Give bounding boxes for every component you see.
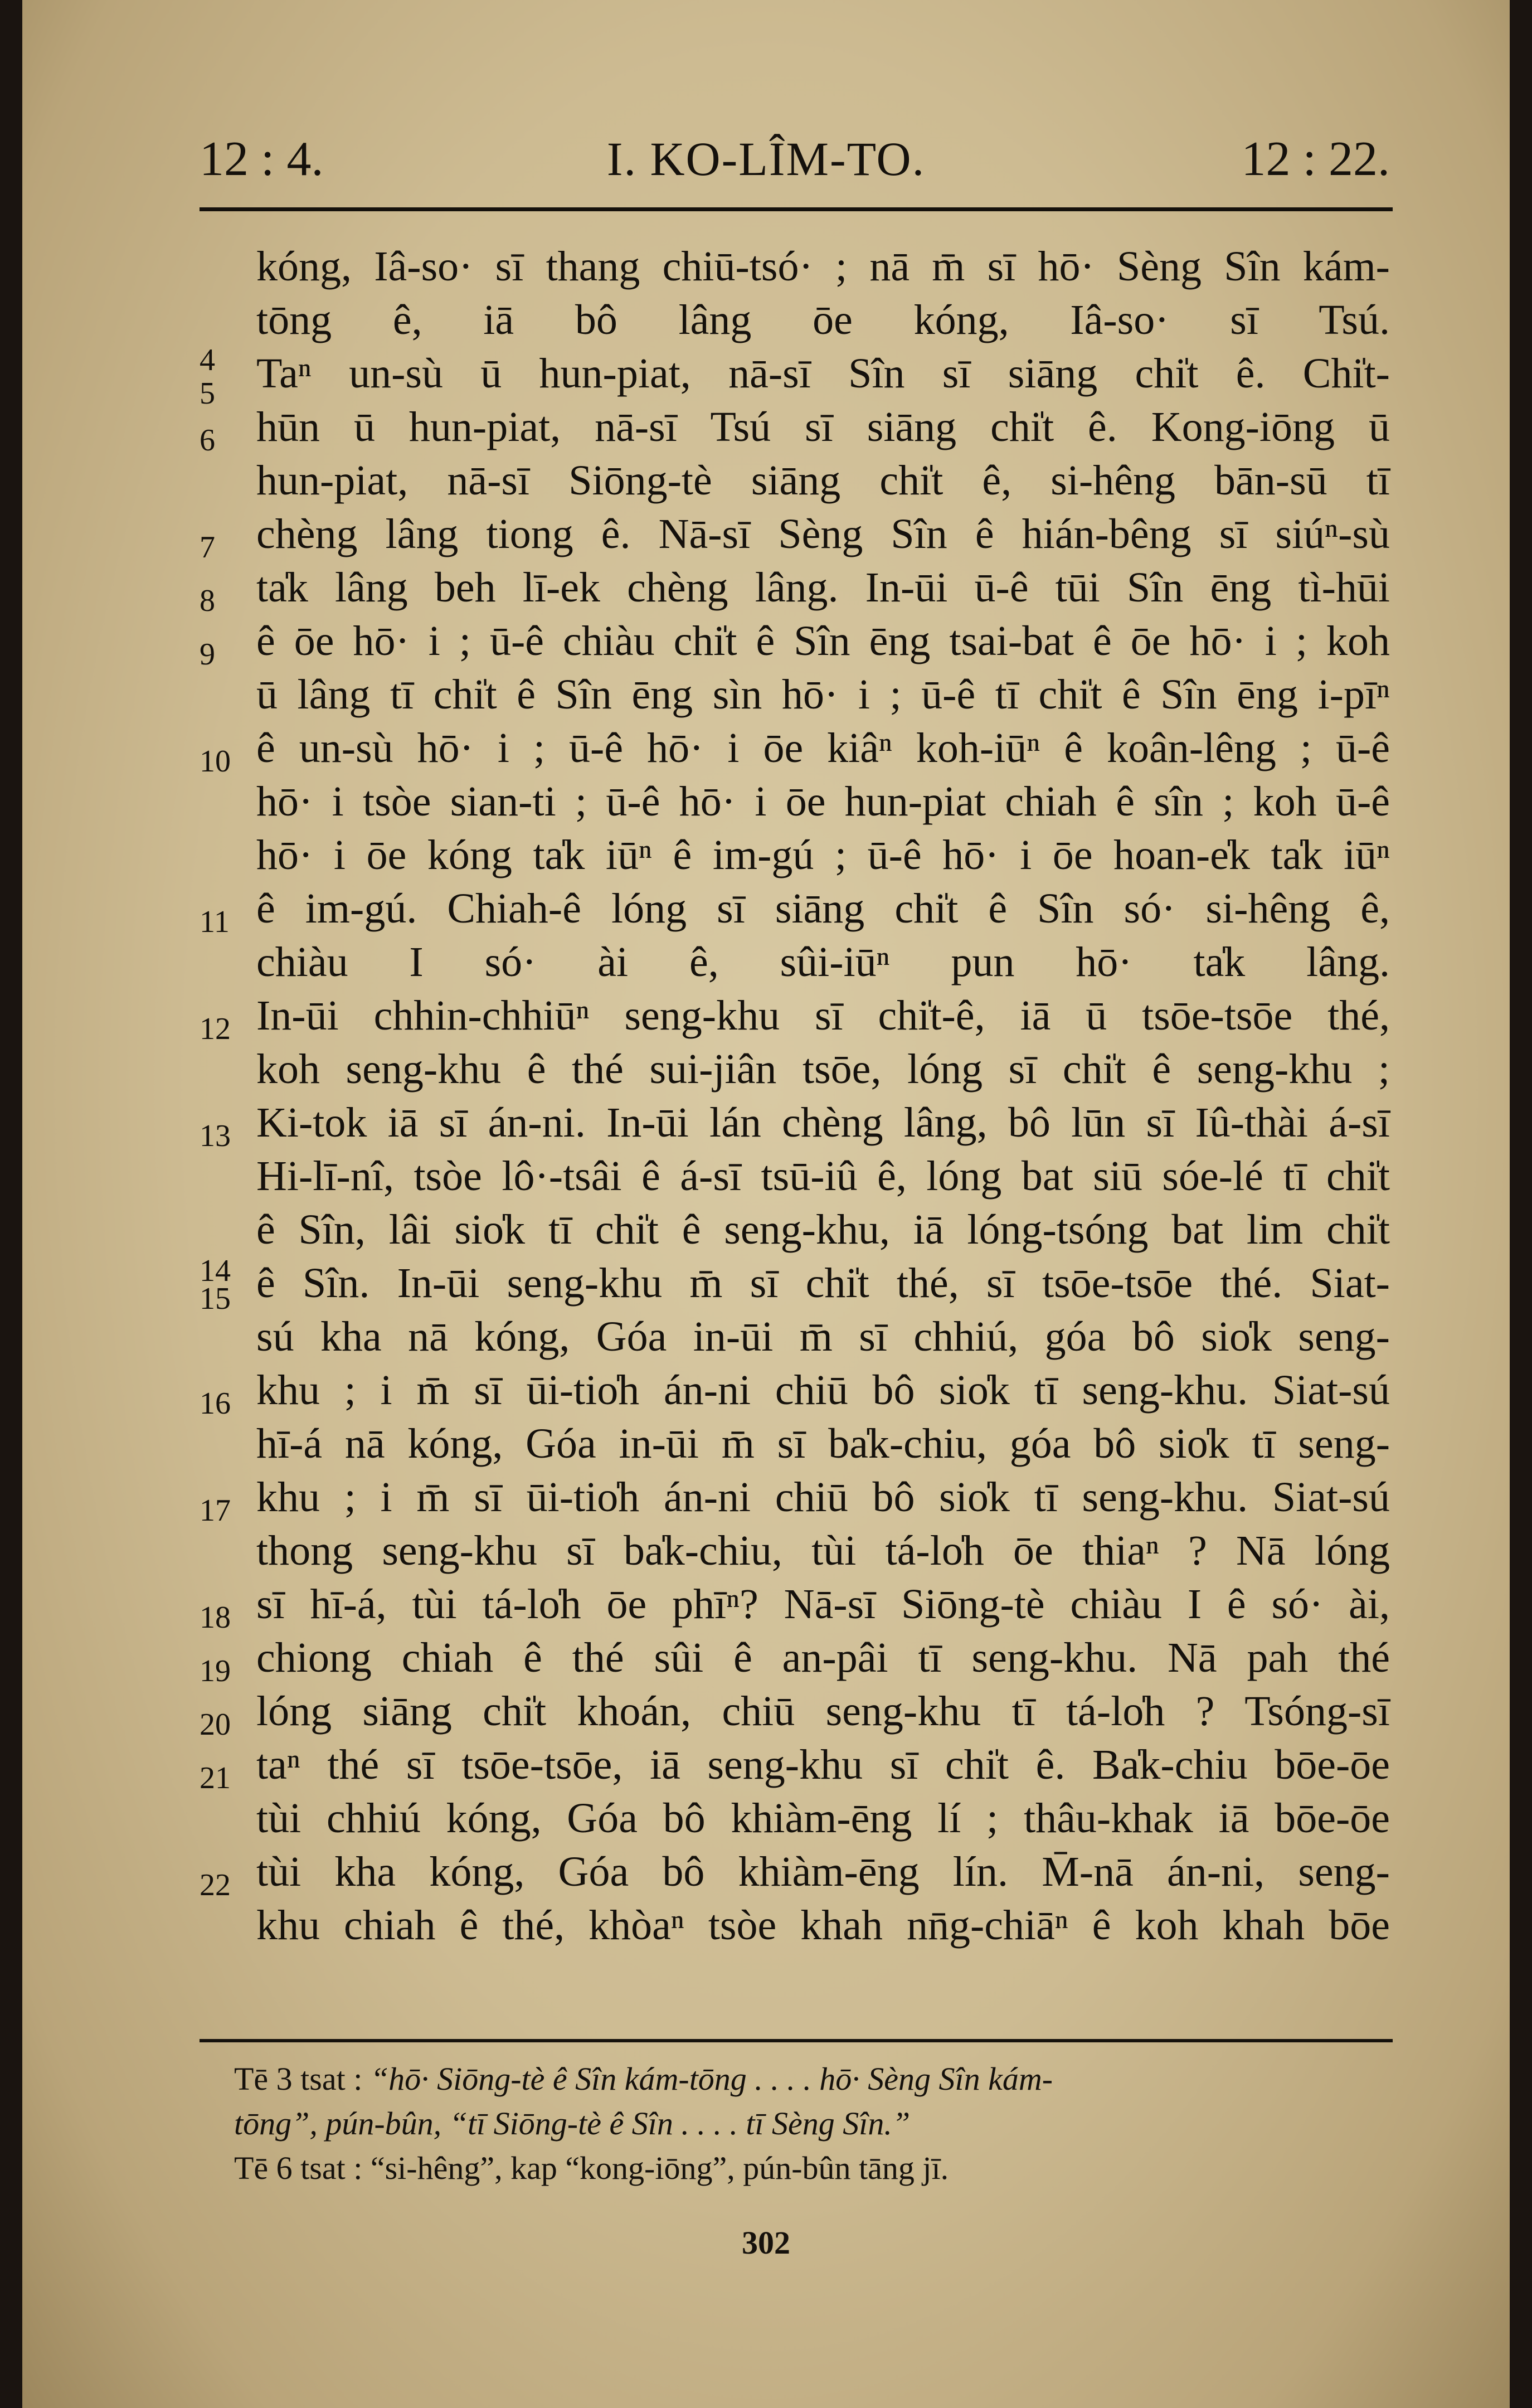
text-line: thong seng-khu sī ba̍k-chiu, tùi tá-lo̍h ōe thiaⁿ ? Nā lóng [256, 1527, 1390, 1574]
text-line: ê im-gú. Chiah-ê lóng sī siāng chi̍t ê Sîn só· si-hêng ê, [256, 885, 1390, 932]
footnote-1-line-1 [234, 2057, 1387, 2101]
text-line: sú kha nā kóng, Góa in-ūi m̄ sī chhiú, góa bô sio̍k seng- [256, 1313, 1390, 1360]
verse-number: 19 [200, 1654, 231, 1688]
text-line: ê Sîn, lâi sio̍k tī chi̍t ê seng-khu, iā lóng-tsóng bat lim chi̍t [256, 1206, 1390, 1253]
text-line: hun-piat, nā-sī Siōng-tè siāng chi̍t ê, si-hêng bān-sū tī [256, 457, 1390, 504]
footnote-1-line-2 [234, 2101, 1387, 2146]
footnote-rule [200, 2039, 1393, 2042]
verse-number: 12 [200, 1012, 231, 1046]
verse-number: 22 [200, 1868, 231, 1902]
text-line: tùi kha kóng, Góa bô khiàm-ēng lín. M̄-nā án-ni, seng- [256, 1848, 1390, 1895]
text-line: chiàu I só· ài ê, sûi-iūⁿ pun hō· ta̍k lâng. [256, 939, 1390, 985]
footnotes [234, 2057, 1387, 2191]
text-line: Taⁿ un-sù ū hun-piat, nā-sī Sîn sī siāng chi̍t ê. Chi̍t- [256, 350, 1390, 397]
text-line: ê ōe hō· i ; ū-ê chiàu chi̍t ê Sîn ēng tsai-bat ê ōe hō· i ; koh [256, 618, 1390, 664]
verse-number: 5 [200, 376, 215, 411]
text-line: sī hī-á, tùi tá-lo̍h ōe phīⁿ? Nā-sī Siōng-tè chiàu I ê só· ài, [256, 1581, 1390, 1628]
text-line: khu ; i m̄ sī ūi-tio̍h án-ni chiū bô sio̍k tī seng-khu. Siat-sú [256, 1474, 1390, 1521]
footnote-2-text: “si-hêng”, kap “kong-iōng”, pún-bûn tāng jī. [370, 2150, 949, 2186]
text-line: chiong chiah ê thé sûi ê an-pâi tī seng-khu. Nā pah thé [256, 1634, 1390, 1681]
footnote-1-text-b: tōng”, pún-bûn, “tī Siōng-tè ê Sîn . . . . tī Sèng Sîn.” [234, 2105, 911, 2142]
text-line: koh seng-khu ê thé sui-jiân tsōe, lóng sī chi̍t ê seng-khu ; [256, 1046, 1390, 1093]
text-line: lóng siāng chi̍t khoán, chiū seng-khu tī tá-lo̍h ? Tsóng-sī [256, 1688, 1390, 1735]
text-line: ê Sîn. In-ūi seng-khu m̄ sī chi̍t thé, sī tsōe-tsōe thé. Siat- [256, 1260, 1390, 1307]
verse-number: 9 [200, 637, 215, 672]
text-line: tōng ê, iā bô lâng ōe kóng, Iâ-so· sī Tsú. [256, 297, 1390, 343]
verse-number: 18 [200, 1600, 231, 1635]
text-line: Ki-tok iā sī án-ni. In-ūi lán chèng lâng, bô lūn sī Iû-thài á-sī [256, 1099, 1390, 1146]
running-header [22, 131, 1510, 198]
verse-number: 14 [200, 1254, 231, 1288]
text-line: kóng, Iâ-so· sī thang chiū-tsó· ; nā m̄ sī hō· Sèng Sîn kám- [256, 243, 1390, 290]
footnote-2-label: Tē 6 tsat : [234, 2150, 363, 2186]
header-chapter-verse-end: 12 : 22. [1241, 132, 1390, 186]
footnote-1-text-a: “hō· Siōng-tè ê Sîn kám-tōng . . . . hō· Sèng Sîn kám- [370, 2061, 1053, 2097]
text-line: hō· i tsòe sian-ti ; ū-ê hō· i ōe hun-piat chiah ê sîn ; koh ū-ê [256, 778, 1390, 825]
text-line: hūn ū hun-piat, nā-sī Tsú sī siāng chi̍t ê. Kong-iōng ū [256, 404, 1390, 450]
text-line: ū lâng tī chi̍t ê Sîn ēng sìn hō· i ; ū-ê tī chi̍t ê Sîn ēng i-pīⁿ [256, 671, 1390, 718]
verse-number: 20 [200, 1707, 231, 1742]
verse-number: 8 [200, 584, 215, 618]
text-line: khu ; i m̄ sī ūi-tio̍h án-ni chiū bô sio̍k tī seng-khu. Siat-sú [256, 1367, 1390, 1414]
text-line: ta̍k lâng beh lī-ek chèng lâng. In-ūi ū-ê tūi Sîn ēng tì-hūi [256, 564, 1390, 611]
text-line: chèng lâng tiong ê. Nā-sī Sèng Sîn ê hián-bêng sī siúⁿ-sù [256, 511, 1390, 557]
text-line: hī-á nā kóng, Góa in-ūi m̄ sī ba̍k-chiu, góa bô sio̍k tī seng- [256, 1420, 1390, 1467]
verse-number: 7 [200, 530, 215, 565]
text-line: In-ūi chhin-chhiūⁿ seng-khu sī chi̍t-ê, iā ū tsōe-tsōe thé, [256, 992, 1390, 1039]
header-rule [200, 207, 1393, 211]
header-book-title: I. KO-LÎM-TO. [606, 132, 926, 186]
text-line: khu chiah ê thé, khòaⁿ tsòe khah nn̄g-chiāⁿ ê koh khah bōe [256, 1902, 1390, 1949]
verse-number: 10 [200, 744, 231, 779]
footnote-2 [234, 2146, 1387, 2191]
text-line: Hi-lī-nî, tsòe lô·-tsâi ê á-sī tsū-iû ê, lóng bat siū sóe-lé tī chi̍t [256, 1153, 1390, 1200]
footnote-1-label: Tē 3 tsat : [234, 2061, 363, 2097]
text-line: ê un-sù hō· i ; ū-ê hō· i ōe kiâⁿ koh-iūⁿ ê koân-lêng ; ū-ê [256, 725, 1390, 771]
verse-number: 17 [200, 1493, 231, 1528]
verse-number: 15 [200, 1281, 231, 1316]
header-chapter-verse-start: 12 : 4. [200, 132, 324, 186]
book-page [22, 0, 1510, 2408]
verse-number: 11 [200, 905, 230, 939]
verse-number: 16 [200, 1386, 231, 1421]
page-number: 302 [742, 2225, 790, 2261]
verse-number: 4 [200, 343, 215, 377]
verse-number: 21 [200, 1761, 231, 1795]
text-line: tùi chhiú kóng, Góa bô khiàm-ēng lí ; thâu-khak iā bōe-ōe [256, 1795, 1390, 1842]
text-line: taⁿ thé sī tsōe-tsōe, iā seng-khu sī chi̍t ê. Ba̍k-chiu bōe-ōe [256, 1741, 1390, 1788]
verse-number: 6 [200, 423, 215, 458]
text-line: hō· i ōe kóng ta̍k iūⁿ ê im-gú ; ū-ê hō· i ōe hoan-e̍k ta̍k iūⁿ [256, 832, 1390, 878]
verse-number: 13 [200, 1119, 231, 1153]
